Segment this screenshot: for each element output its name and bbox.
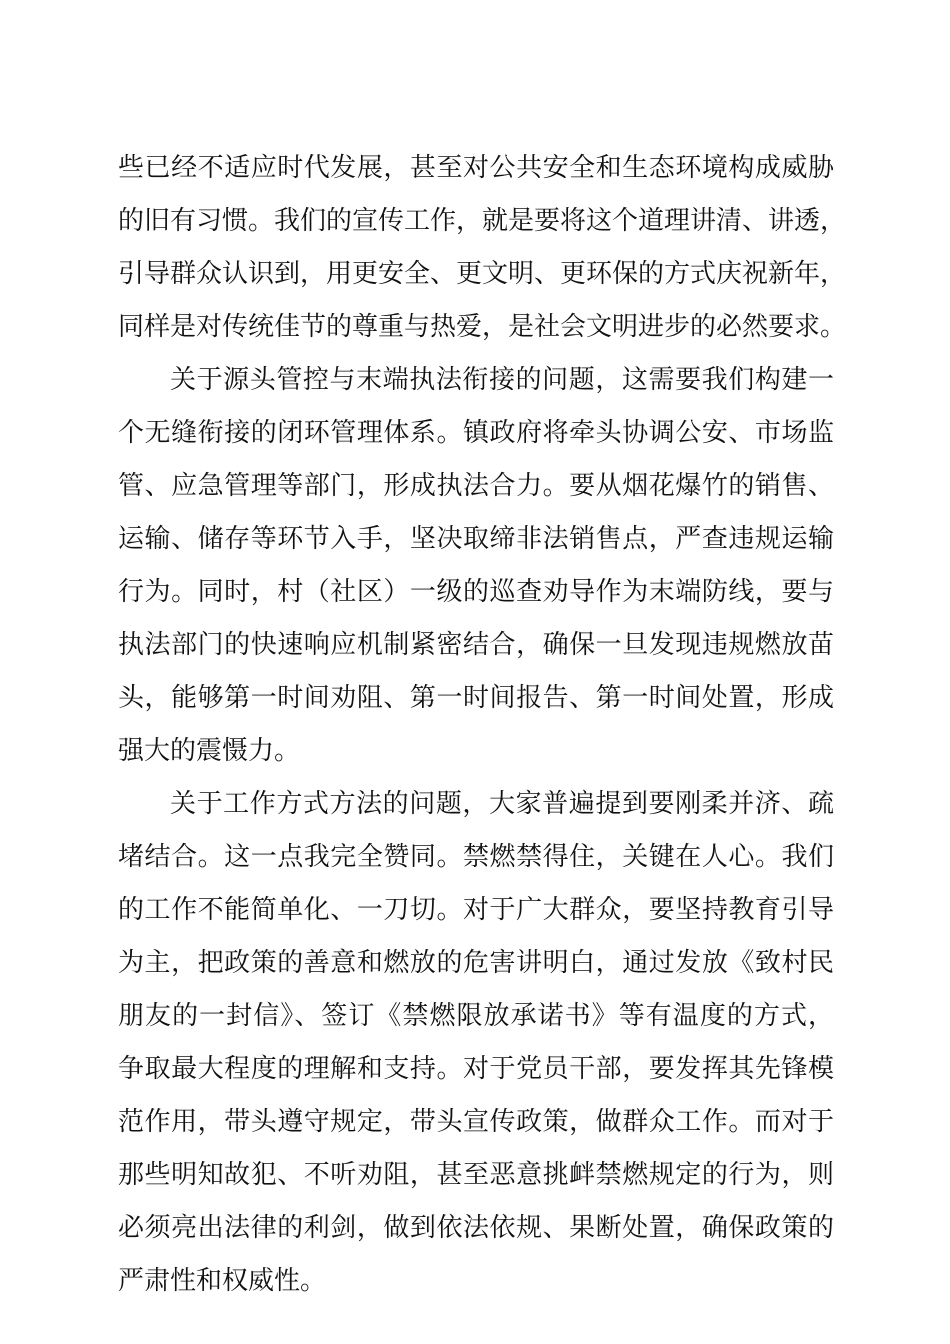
text-line: 的工作不能简单化、一刀切。对于广大群众，要坚持教育引导 — [118, 895, 834, 925]
text-line: 范作用，带头遵守规定，带头宣传政策，做群众工作。而对于 — [118, 1107, 834, 1137]
text-line: 个无缝衔接的闭环管理体系。镇政府将牵头协调公安、市场监 — [118, 418, 834, 448]
document-page — [118, 142, 847, 1308]
paragraph-3 — [118, 778, 834, 1308]
text-line: 为主，把政策的善意和燃放的危害讲明白，通过发放《致村民 — [118, 948, 834, 978]
text-line: 的旧有习惯。我们的宣传工作，就是要将这个道理讲清、讲透， — [118, 206, 847, 236]
text-line: 那些明知故犯、不听劝阻，甚至恶意挑衅禁燃规定的行为，则 — [118, 1160, 834, 1190]
text-line: 管、应急管理等部门，形成执法合力。要从烟花爆竹的销售、 — [118, 471, 834, 501]
paragraph-2 — [118, 354, 834, 778]
text-line: 堵结合。这一点我完全赞同。禁燃禁得住，关键在人心。我们 — [118, 842, 834, 872]
text-line: 朋友的一封信》、签订《禁燃限放承诺书》等有温度的方式， — [118, 1001, 834, 1031]
text-line: 些已经不适应时代发展，甚至对公共安全和生态环境构成威胁 — [118, 153, 834, 183]
text-line: 头，能够第一时间劝阻、第一时间报告、第一时间处置，形成 — [118, 683, 834, 713]
text-line: 同样是对传统佳节的尊重与热爱，是社会文明进步的必然要求。 — [118, 312, 847, 342]
text-line: 关于源头管控与末端执法衔接的问题，这需要我们构建一 — [170, 365, 834, 395]
text-line: 争取最大程度的理解和支持。对于党员干部，要发挥其先锋模 — [118, 1054, 834, 1084]
text-line: 关于工作方式方法的问题，大家普遍提到要刚柔并济、疏 — [170, 789, 834, 819]
text-line: 必须亮出法律的利剑，做到依法依规、果断处置，确保政策的 — [118, 1213, 834, 1243]
text-line: 运输、储存等环节入手，坚决取缔非法销售点，严查违规运输 — [118, 524, 834, 554]
text-line: 行为。同时，村（社区）一级的巡查劝导作为末端防线，要与 — [118, 577, 834, 607]
paragraph-1 — [118, 142, 847, 354]
text-line: 强大的震慑力。 — [118, 736, 301, 766]
text-line: 引导群众认识到，用更安全、更文明、更环保的方式庆祝新年， — [118, 259, 847, 289]
text-line: 执法部门的快速响应机制紧密结合，确保一旦发现违规燃放苗 — [118, 630, 834, 660]
text-line: 严肃性和权威性。 — [118, 1266, 327, 1296]
